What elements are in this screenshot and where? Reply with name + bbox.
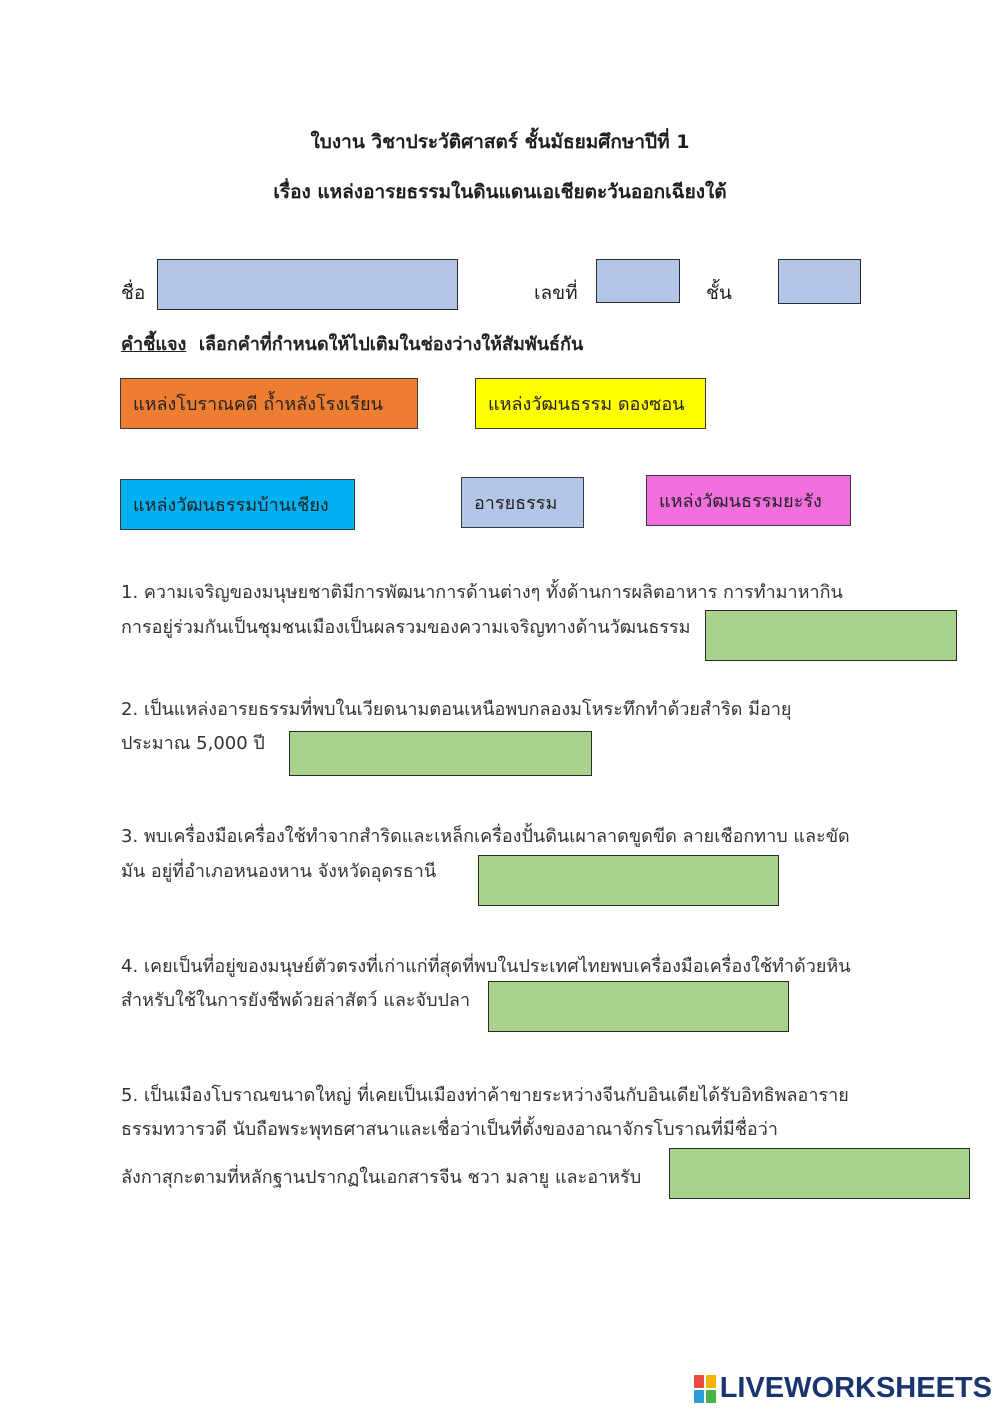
class-label: ชั้น: [706, 282, 732, 304]
question-2-line-2: ประมาณ 5,000 ปี: [121, 733, 265, 754]
instructions-heading: คำชี้แจง: [121, 334, 187, 355]
answer-4-dropzone[interactable]: [488, 981, 789, 1032]
question-1-line-1: 1. ความเจริญของมนุษยชาติมีการพัฒนาการด้านต่างๆ ทั้งด้านการผลิตอาหาร การทำมาหากิน: [121, 582, 843, 603]
word-bank-item-dong-son[interactable]: แหล่งวัฒนธรรม ดองซอน: [475, 378, 706, 429]
worksheet-title: ใบงาน วิชาประวัติศาสตร์ ชั้นมัธยมศึกษาปีที่ 1: [310, 131, 690, 153]
question-4-line-1: 4. เคยเป็นที่อยู่ของมนุษย์ตัวตรงที่เก่าแก่ที่สุดที่พบในประเทศไทยพบเครื่องมือเครื่องใช้ทำด้วยหิน: [121, 956, 851, 977]
number-label: เลขที่: [534, 282, 578, 304]
word-bank-item-cave-site[interactable]: แหล่งโบราณคดี ถ้ำหลังโรงเรียน: [120, 378, 418, 429]
question-1-line-2: การอยู่ร่วมกันเป็นชุมชนเมืองเป็นผลรวมของความเจริญทางด้านวัฒนธรรม: [121, 617, 691, 638]
name-label: ชื่อ: [121, 282, 146, 304]
word-bank-item-ban-chiang[interactable]: แหล่งวัฒนธรรมบ้านเชียง: [120, 479, 355, 530]
question-2-line-1: 2. เป็นแหล่งอารยธรรมที่พบในเวียดนามตอนเหนือพบกลองมโหระทึกทำด้วยสำริด มีอายุ: [121, 699, 792, 720]
question-5-line-1: 5. เป็นเมืองโบราณขนาดใหญ่ ที่เคยเป็นเมืองท่าค้าขายระหว่างจีนกับอินเดียได้รับอิทธิพลอาราย: [121, 1085, 849, 1106]
worksheet-subtitle: เรื่อง แหล่งอารยธรรมในดินแดนเอเชียตะวันออกเฉียงใต้: [273, 181, 727, 203]
instructions-text: เลือกคำที่กำหนดให้ไปเติมในช่องว่างให้สัมพันธ์กัน: [198, 334, 584, 355]
number-input[interactable]: [596, 259, 680, 303]
instructions: [121, 329, 583, 358]
question-4-line-2: สำหรับใช้ในการยังชีพด้วยล่าสัตว์ และจับปลา: [121, 990, 471, 1011]
class-input[interactable]: [778, 259, 861, 304]
question-3-line-2: มัน อยู่ที่อำเภอหนองหาน จังหวัดอุดรธานี: [121, 861, 437, 882]
word-bank-item-civilization[interactable]: อารยธรรม: [461, 477, 584, 528]
name-input[interactable]: [157, 259, 458, 310]
answer-3-dropzone[interactable]: [478, 855, 779, 906]
answer-1-dropzone[interactable]: [705, 610, 957, 661]
liveworksheets-logo-icon: [694, 1375, 716, 1403]
answer-5-dropzone[interactable]: [669, 1148, 970, 1199]
liveworksheets-logo[interactable]: [694, 1372, 992, 1405]
question-3-line-1: 3. พบเครื่องมือเครื่องใช้ทำจากสำริดและเหล็กเครื่องปั้นดินเผาลาดขูดขีด ลายเชือกทาบ และขัด: [121, 826, 850, 847]
word-bank-item-yarang[interactable]: แหล่งวัฒนธรรมยะรัง: [646, 475, 851, 526]
liveworksheets-logo-text: LIVEWORKSHEETS: [719, 1372, 992, 1404]
question-5-line-2: ธรรมทวารวดี นับถือพระพุทธศาสนาและเชื่อว่าเป็นที่ตั้งของอาณาจักรโบราณที่มีชื่อว่า: [121, 1119, 778, 1140]
question-5-line-3: ลังกาสุกะตามที่หลักฐานปรากฏในเอกสารจีน ชวา มลายู และอาหรับ: [121, 1167, 642, 1188]
answer-2-dropzone[interactable]: [289, 731, 592, 776]
